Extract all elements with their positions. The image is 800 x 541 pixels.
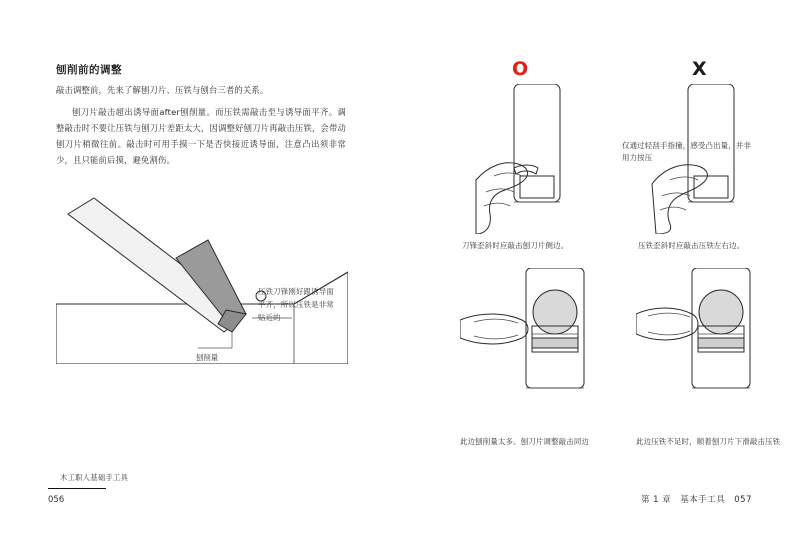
caption-correct: 仅通过轻刮手指撞，感受凸出量，并非用力按压 [622,141,752,162]
paragraph-2: 刨刀片敲击超出诱导面after刨削量。而压铁需敲击至与诱导面平齐。调整敲击时不要让压铁与刨刀片差距太大，因调整好刨刀片再敲击压铁，会带动刨刀片稍微往前。敲击时可用手摸一下是否快接近诱导面，注意凸出须非常少，且只能前后摸，避免割伤。 [56,107,346,165]
plane-diagram-svg [56,192,348,364]
footer-book-title: 木工职人基础手工具 [60,473,129,482]
figure-blade-tap [460,268,620,418]
caption-too-much-cut: 此边刨削量太多。刨刀片调整敲击同边 [460,437,590,446]
caption-blade-side: 刀锋歪斜时应敲击刨刀片侧边。 [462,241,569,250]
mark-wrong-icon: X [692,58,707,80]
plane-adjustment-illustration [56,192,348,364]
figure-iron-tap [636,268,796,418]
right-page [400,0,800,541]
folio-left: 056 [48,495,65,505]
caption-iron-side: 压铁歪斜时应敲击压铁左右边。 [638,241,745,250]
caption-iron-insufficient: 此边压铁不足时，顺着刨刀片下滑敲击压铁 [636,437,781,446]
footer-divider [48,488,106,489]
mark-correct-icon: O [512,58,529,80]
footer-right: 第 1 章 基本手工具 057 [640,495,752,505]
paragraph-1: 敲击调整前，先来了解刨刀片、压铁与刨台三者的关系。 [56,85,269,95]
figure-correct-finger [470,84,600,234]
page-title: 刨削前的调整 [56,64,122,76]
callout-press-iron: 压铁刀锋刚好跟诱导面平齐，所以压铁是非常贴近的 [258,287,334,322]
label-cut-amount: 刨削量 [196,353,219,362]
